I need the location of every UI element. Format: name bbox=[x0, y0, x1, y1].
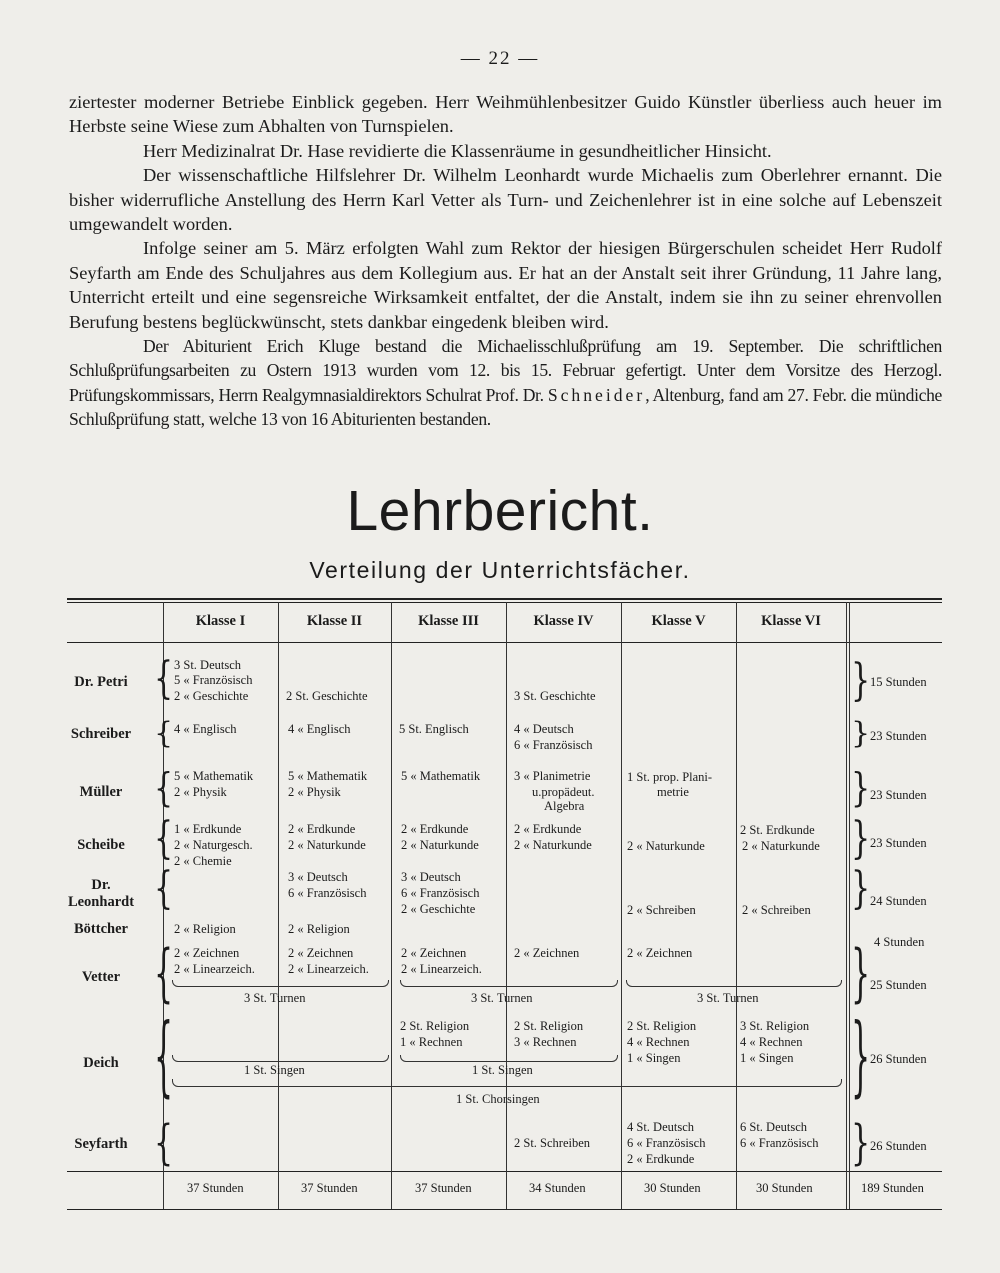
cell-turnen-1: 3 St. Turnen bbox=[244, 991, 306, 1005]
section-title: Lehrbericht. bbox=[346, 479, 654, 543]
name-schneider: Schneider bbox=[547, 384, 646, 405]
cell-singen-2: 1 St. Singen bbox=[472, 1063, 533, 1077]
cell-scheibe-2-a: 2 « Erdkunde bbox=[288, 822, 356, 836]
cell-petri-1-c: 2 « Geschichte bbox=[174, 689, 249, 703]
table-top-rule bbox=[67, 598, 942, 600]
cell-mueller-2-a: 5 « Mathematik bbox=[288, 769, 368, 783]
cell-schreiber-4-a: 4 « Deutsch bbox=[514, 722, 574, 736]
cell-leon-3-c: 2 « Geschichte bbox=[401, 902, 476, 916]
header-klasse-3: Klasse III bbox=[418, 613, 479, 629]
brace-right-mueller: { bbox=[851, 766, 871, 812]
cell-vetter-1-a: 2 « Zeichnen bbox=[174, 946, 240, 960]
cell-mueller-1-a: 5 « Mathematik bbox=[174, 769, 254, 783]
col-line-5 bbox=[621, 602, 622, 1209]
total-vetter: 25 Stunden bbox=[870, 978, 927, 992]
header-klasse-5: Klasse V bbox=[651, 613, 706, 629]
cell-leon-2-a: 3 « Deutsch bbox=[288, 870, 348, 884]
cell-vetter-4: 2 « Zeichnen bbox=[514, 946, 580, 960]
sum-klasse-2: 37 Stunden bbox=[301, 1181, 358, 1195]
brace-right-seyfarth: { bbox=[851, 1115, 871, 1172]
cell-leon-3-b: 6 « Französisch bbox=[401, 886, 480, 900]
teacher-schreiber: Schreiber bbox=[70, 726, 132, 742]
total-petri: 15 Stunden bbox=[870, 675, 927, 689]
cell-deich-6-b: 4 « Rechnen bbox=[740, 1035, 803, 1049]
cell-petri-1-a: 3 St. Deutsch bbox=[174, 658, 242, 672]
brace-left-mueller: { bbox=[154, 766, 174, 812]
total-schreiber: 23 Stunden bbox=[870, 729, 927, 743]
brace-right-vetter: { bbox=[851, 937, 871, 1012]
brace-singen-2 bbox=[400, 1055, 618, 1062]
cell-schreiber-3: 5 St. Englisch bbox=[399, 722, 469, 736]
cell-seyfarth-6-b: 6 « Französisch bbox=[740, 1136, 819, 1150]
brace-turnen-2 bbox=[400, 980, 618, 987]
teacher-vetter: Vetter bbox=[81, 969, 121, 985]
header-klasse-6: Klasse VI bbox=[761, 613, 821, 629]
total-mueller: 23 Stunden bbox=[870, 788, 927, 802]
brace-turnen-3 bbox=[626, 980, 842, 987]
cell-deich-6-c: 1 « Singen bbox=[740, 1051, 794, 1065]
teacher-leonhardt: Leonhardt bbox=[67, 894, 135, 910]
table-sum-rule bbox=[67, 1171, 942, 1172]
total-boettcher: 4 Stunden bbox=[874, 935, 925, 949]
cell-deich-6-a: 3 St. Religion bbox=[740, 1019, 810, 1033]
cell-deich-3-a: 2 St. Religion bbox=[400, 1019, 470, 1033]
cell-singen-1: 1 St. Singen bbox=[244, 1063, 305, 1077]
cell-vetter-1-b: 2 « Linearzeich. bbox=[174, 962, 255, 976]
sum-klasse-3: 37 Stunden bbox=[415, 1181, 472, 1195]
sum-total: 189 Stunden bbox=[861, 1181, 924, 1195]
cell-seyfarth-5-c: 2 « Erdkunde bbox=[627, 1152, 695, 1166]
cell-leon-3-a: 3 « Deutsch bbox=[401, 870, 461, 884]
teacher-scheibe: Scheibe bbox=[77, 837, 125, 853]
cell-deich-5-b: 4 « Rechnen bbox=[627, 1035, 690, 1049]
brace-turnen-1 bbox=[172, 980, 389, 987]
sum-klasse-1: 37 Stunden bbox=[187, 1181, 244, 1195]
col-line-3 bbox=[391, 602, 392, 1209]
cell-scheibe-5: 2 « Naturkunde bbox=[627, 839, 705, 853]
cell-leon-6: 2 « Schreiben bbox=[742, 903, 811, 917]
col-line-7a bbox=[846, 602, 847, 1209]
cell-deich-4-a: 2 St. Religion bbox=[514, 1019, 584, 1033]
cell-turnen-2: 3 St. Turnen bbox=[471, 991, 533, 1005]
cell-seyfarth-5-b: 6 « Französisch bbox=[627, 1136, 706, 1150]
brace-left-leonhardt: { bbox=[154, 863, 174, 915]
table-header-rule bbox=[67, 642, 942, 643]
cell-schreiber-1: 4 « Englisch bbox=[174, 722, 237, 736]
cell-scheibe-1-b: 2 « Naturgesch. bbox=[174, 838, 253, 852]
cell-seyfarth-5-a: 4 St. Deutsch bbox=[627, 1120, 695, 1134]
paragraph-4: Infolge seiner am 5. März erfolgten Wahl zum Rektor der hiesigen Bürgerschulen scheidet Herr Rudolf Seyfarth am Ende des Schuljahres aus dem Kollegium aus. Er hat an der Anstalt seit ihrer Gründung, 11 Jahre lang, Unterricht erteilt und eine segensreiche Wirksamkeit entfaltet, der die Anstalt, indem sie ihn zu seiner ehrenvollen Berufung bestens beglückwünscht, stets dankbar eingedenk bleiben wird. bbox=[69, 238, 942, 332]
total-leonhardt: 24 Stunden bbox=[870, 894, 927, 908]
cell-leon-5: 2 « Schreiben bbox=[627, 903, 696, 917]
cell-petri-1-b: 5 « Französisch bbox=[174, 673, 253, 687]
cell-mueller-3: 5 « Mathematik bbox=[401, 769, 481, 783]
cell-seyfarth-4: 2 St. Schreiben bbox=[514, 1136, 591, 1150]
paragraph-3: Der wissenschaftliche Hilfslehrer Dr. Wilhelm Leonhardt wurde Michaelis zum Oberlehrer ernannt. Die bisher widerrufliche Anstellung des Herrn Karl Vetter als Turn- und Zeichenlehrer ist in eine solche auf Lebenszeit umgewandelt worden. bbox=[69, 165, 942, 235]
cell-scheibe-6-a: 2 St. Erdkunde bbox=[740, 823, 815, 837]
sum-klasse-5: 30 Stunden bbox=[644, 1181, 701, 1195]
cell-scheibe-6-b: 2 « Naturkunde bbox=[742, 839, 820, 853]
brace-right-deich: { bbox=[851, 1007, 871, 1109]
cell-scheibe-2-b: 2 « Naturkunde bbox=[288, 838, 366, 852]
teacher-petri: Dr. Petri bbox=[74, 674, 128, 690]
total-scheibe: 23 Stunden bbox=[870, 836, 927, 850]
cell-mueller-4-c: Algebra bbox=[544, 799, 585, 813]
cell-leon-2-b: 6 « Französisch bbox=[288, 886, 367, 900]
cell-deich-3-b: 1 « Rechnen bbox=[400, 1035, 463, 1049]
cell-scheibe-4-a: 2 « Erdkunde bbox=[514, 822, 582, 836]
brace-left-petri: { bbox=[154, 653, 174, 705]
cell-vetter-3-b: 2 « Linearzeich. bbox=[401, 962, 482, 976]
paragraph-5 bbox=[69, 334, 942, 432]
col-line-2 bbox=[278, 602, 279, 1209]
paragraph-1: ziertester moderner Betriebe Einblick gegeben. Herr Weihmühlenbesitzer Guido Künstler überliess auch heuer im Herbste seine Wiese zum Abhalten von Turnspielen. bbox=[69, 92, 942, 137]
brace-right-scheibe: { bbox=[851, 813, 871, 865]
col-line-6 bbox=[736, 602, 737, 1209]
total-seyfarth: 26 Stunden bbox=[870, 1139, 927, 1153]
paragraph-5-a: Der Abiturient Erich Kluge bestand die Michaelisschlußprüfung am 19. September. Die schriftlichen Schlußprüfungsarbeiten zu Ostern 1913 wurden vom 12. bis 15. Februar gefertigt. Unter dem Vorsitze des Herzogl. Prüfungskommissars, Herrn Realgymnasialdirektors Schulrat Prof. Dr. bbox=[69, 336, 942, 405]
cell-schreiber-4-b: 6 « Französisch bbox=[514, 738, 593, 752]
cell-mueller-5-b: metrie bbox=[657, 785, 689, 799]
cell-scheibe-3-b: 2 « Naturkunde bbox=[401, 838, 479, 852]
col-line-7b bbox=[849, 602, 850, 1209]
sum-klasse-6: 30 Stunden bbox=[756, 1181, 813, 1195]
table-top-rule-2 bbox=[67, 602, 942, 603]
cell-scheibe-3-a: 2 « Erdkunde bbox=[401, 822, 469, 836]
sum-klasse-4: 34 Stunden bbox=[529, 1181, 586, 1195]
cell-scheibe-1-a: 1 « Erdkunde bbox=[174, 822, 242, 836]
teacher-leonhardt-title: Dr. bbox=[91, 877, 111, 893]
brace-chorsingen bbox=[172, 1079, 842, 1087]
cell-boettcher-1: 2 « Religion bbox=[174, 922, 236, 936]
cell-mueller-4-b: u.propädeut. bbox=[532, 785, 595, 799]
teacher-mueller: Müller bbox=[79, 784, 123, 800]
page-number: — 22 — bbox=[460, 48, 540, 69]
brace-singen-1 bbox=[172, 1055, 389, 1062]
cell-mueller-4-a: 3 « Planimetrie bbox=[514, 769, 591, 783]
header-klasse-4: Klasse IV bbox=[533, 613, 594, 629]
cell-vetter-2-b: 2 « Linearzeich. bbox=[288, 962, 369, 976]
section-subtitle: Verteilung der Unterrichtsfächer. bbox=[309, 557, 691, 583]
teacher-boettcher: Böttcher bbox=[74, 921, 128, 937]
cell-scheibe-1-c: 2 « Chemie bbox=[174, 854, 232, 868]
brace-right-leonhardt: { bbox=[851, 863, 871, 915]
cell-turnen-3: 3 St. Turnen bbox=[697, 991, 759, 1005]
brace-right-petri: { bbox=[851, 655, 871, 707]
cell-vetter-5: 2 « Zeichnen bbox=[627, 946, 693, 960]
paragraph-5-b: , Altenburg, fand am 27. Febr. die mündiche Schlußprüfung statt, welche 13 von 16 Abiturienten bestanden. bbox=[69, 384, 942, 430]
cell-mueller-5-a: 1 St. prop. Plani- bbox=[627, 770, 713, 784]
cell-mueller-2-b: 2 « Physik bbox=[288, 785, 341, 799]
paragraph-2: Herr Medizinalrat Dr. Hase revidierte die Klassenräume in gesundheitlicher Hinsicht. bbox=[143, 140, 772, 161]
cell-petri-2: 2 St. Geschichte bbox=[286, 689, 368, 703]
cell-schreiber-2: 4 « Englisch bbox=[288, 722, 351, 736]
teacher-deich: Deich bbox=[83, 1055, 119, 1071]
col-line-4 bbox=[506, 602, 507, 1209]
brace-left-vetter: { bbox=[154, 937, 174, 1012]
brace-right-schreiber: { bbox=[851, 717, 871, 751]
cell-deich-5-a: 2 St. Religion bbox=[627, 1019, 697, 1033]
teacher-seyfarth: Seyfarth bbox=[74, 1136, 128, 1152]
cell-deich-4-b: 3 « Rechnen bbox=[514, 1035, 577, 1049]
cell-petri-4: 3 St. Geschichte bbox=[514, 689, 596, 703]
brace-left-scheibe: { bbox=[154, 813, 174, 865]
header-klasse-2: Klasse II bbox=[306, 613, 363, 629]
body-text bbox=[69, 90, 942, 432]
cell-vetter-3-a: 2 « Zeichnen bbox=[401, 946, 467, 960]
brace-left-schreiber: { bbox=[154, 717, 174, 751]
header-klasse-1: Klasse I bbox=[195, 613, 246, 629]
cell-vetter-2-a: 2 « Zeichnen bbox=[288, 946, 354, 960]
cell-boettcher-2: 2 « Religion bbox=[288, 922, 350, 936]
cell-deich-5-c: 1 « Singen bbox=[627, 1051, 681, 1065]
cell-scheibe-4-b: 2 « Naturkunde bbox=[514, 838, 592, 852]
brace-left-deich: { bbox=[154, 1007, 174, 1109]
total-deich: 26 Stunden bbox=[870, 1052, 927, 1066]
brace-left-seyfarth: { bbox=[154, 1115, 174, 1172]
cell-seyfarth-6-a: 6 St. Deutsch bbox=[740, 1120, 808, 1134]
cell-chorsingen: 1 St. Chorsingen bbox=[456, 1092, 540, 1106]
cell-mueller-1-b: 2 « Physik bbox=[174, 785, 227, 799]
table-bottom-rule bbox=[67, 1209, 942, 1210]
